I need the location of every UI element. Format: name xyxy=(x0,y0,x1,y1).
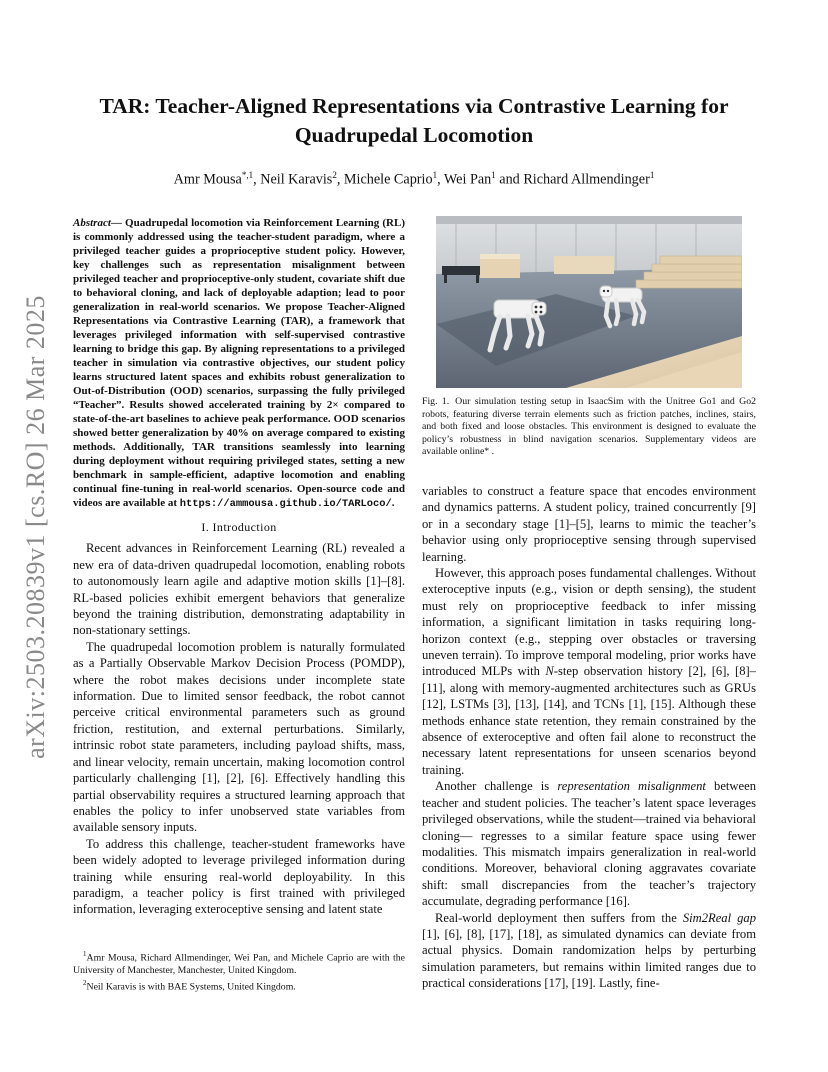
body-text: However, this approach poses fundamental challenges. Without exteroceptive inputs (e.g., vision or depth sensing), the student must rely on proprioceptive feedback to infer missing information, a significant limitation in tasks requiring long-horizon context (e.g., stepping over obstacles or traversing uneven terrain). To improve temporal modeling, prior works have introduced MLPs with xyxy=(422,566,756,679)
author-affiliation: *,1 xyxy=(241,170,254,180)
author-and: and xyxy=(495,171,524,188)
title-line-1: TAR: Teacher-Aligned Representations via Contrastive Learning for xyxy=(99,94,729,118)
arxiv-stamp xyxy=(21,282,51,772)
simulation-figure xyxy=(436,216,742,388)
author-separator: , xyxy=(437,171,444,188)
footnote xyxy=(73,948,405,977)
author-affiliation: 1 xyxy=(491,170,496,180)
body-paragraph xyxy=(422,910,756,992)
body-paragraph: variables to construct a feature space that encodes environment and dynamics patterns. A student policy, trained concurrently [9] or in a secondary stage [1]–[5], learns to mimic the teacher’s behavior using only proprioceptive sensing through supervised learning. xyxy=(422,483,756,564)
footnotes xyxy=(73,948,405,994)
intro-paragraph: To address this challenge, teacher-student frameworks have been widely adopted to leverage privileged information during training while ensuring real-world deployability. In this paradigm, a teacher policy is first trained with privileged information, leveraging exteroceptive sensing and latent state xyxy=(73,836,405,917)
author-list xyxy=(80,170,748,189)
figure-caption-text: Our simulation testing setup in IsaacSim with the Unitree Go1 and Go2 robots, featuring diverse terrain elements such as friction patches, inclines, stairs, and both fixed and loose obstacles. This environment is designed to evaluate the policy’s robustness in blind navigation scenarios. Supplementary videos are available online* . xyxy=(422,396,756,458)
abstract-dash: — xyxy=(110,217,126,229)
footnote-mark: 2 xyxy=(83,979,87,988)
body-paragraph xyxy=(422,565,756,778)
author-name: Wei Pan xyxy=(443,171,492,188)
right-body-text xyxy=(422,483,756,992)
paper-title xyxy=(80,92,748,150)
project-url-link[interactable]: https://ammousa.github.io/TARLoco/ xyxy=(179,498,392,510)
simulation-scene-image xyxy=(436,216,742,388)
body-text: between teacher and student policies. The teacher’s latent space leverages privileged observations, while the student—trained via behavioral cloning— regresses to a similar feature space using fewer modalities. This mismatch impairs generalization in real-world conditions. Moreover, behavioral cloning aggravates covariate shift: small discrepancies from the teacher’s trajectory accumulate, degrading performance [16]. xyxy=(422,779,756,909)
abstract-end: . xyxy=(391,497,395,509)
body-text-italic: Sim2Real gap xyxy=(682,910,757,925)
author-affiliation: 2 xyxy=(332,170,337,180)
footnote xyxy=(73,977,405,994)
footnote-text: Neil Karavis is with BAE Systems, United Kingdom. xyxy=(86,981,296,993)
author-separator: , xyxy=(336,171,344,188)
author-separator: , xyxy=(253,171,261,188)
footnote-mark: 1 xyxy=(83,950,87,958)
author-name: Amr Mousa xyxy=(173,171,242,188)
body-text-italic: N xyxy=(545,664,554,679)
left-column xyxy=(73,216,405,918)
body-text-italic: representation misalignment xyxy=(557,779,706,794)
intro-paragraph: Recent advances in Reinforcement Learning (RL) revealed a new era of data-driven quadrupedal locomotion, enabling robots to autonomously learn agile and adaptive motion skills [1]–[8]. RL-based policies exhibit emergent behaviors that generalize beyond the training distribution, demonstrating adaptability in non-stationary settings. xyxy=(73,541,405,638)
body-text: -step observation history [2], [6], [8]–[11], along with memory-augmented architectures such as GRUs [12], LSTMs [3], [13], [14], and TCNs [1], [15]. Although these methods enhance state retention, they remain constrained by the absence of exteroceptive and often fail alone to reconstruct the necessary latent representations for unseen scenarios beyond training. xyxy=(422,664,756,777)
right-column xyxy=(422,216,756,992)
author-affiliation: 1 xyxy=(432,170,438,180)
author-name: Michele Caprio xyxy=(343,171,433,188)
abstract-label: Abstract xyxy=(73,217,111,229)
body-text: [1], [6], [8], [17], [18], as simulated dynamics can deviate from actual physics. Domain randomization helps by perturbing simulation parameters, but remains within limited ranges due to practical considerations [17], [19]. Lastly, fine- xyxy=(422,926,756,991)
author-name: Neil Karavis xyxy=(260,171,333,188)
abstract xyxy=(73,216,405,511)
abstract-text: Quadrupedal locomotion via Reinforcement Learning (RL) is commonly addressed using the teacher-student paradigm, where a privileged teacher guides a proprioceptive student policy. However, key challenges such as representation misalignment between privileged teacher and proprioceptive-only student, covariate shift due to behavioral cloning, and lack of deployable adaption; lead to poor generalization in real-world scenarios. We propose Teacher-Aligned Representations via Contrastive Learning (TAR), a framework that leverages privileged information with self-supervised contrastive learning to bridge this gap. By aligning representations to a privileged teacher in simulation via contrastive objectives, our student policy learns structured latent spaces and exhibits robust generalization to Out-of-Distribution (OOD) scenarios, surpassing the fully privileged “Teacher”. Results showed accelerated training by 2× compared to state-of-the-art baselines to achieve peak performance. OOD scenarios showed better generalization by 40% on average compared to existing methods. Additionally, TAR transitions seamlessly into learning during deployment without requiring privileged states, setting a new benchmark in sample-efficient, adaptive locomotion and enabling continual fine-tuning in real-world scenarios. Open-source code and videos are available at xyxy=(73,217,406,509)
title-line-2: Quadrupedal Locomotion xyxy=(294,123,534,147)
arxiv-stamp-text: arXiv:2503.20839v1 [cs.RO] 26 Mar 2025 xyxy=(21,295,50,759)
body-paragraph xyxy=(422,778,756,909)
body-text: Another challenge is xyxy=(435,779,558,794)
footnote-text: Amr Mousa, Richard Allmendinger, Wei Pan, and Michele Caprio are with the University of Manchester, Manchester, United Kingdom. xyxy=(73,952,405,976)
figure-caption xyxy=(422,396,756,459)
body-text: Real-world deployment then suffers from the xyxy=(435,910,683,925)
figure-label: Fig. 1. xyxy=(422,396,450,407)
section-heading-introduction: I. Introduction xyxy=(201,520,277,534)
author-affiliation: 1 xyxy=(649,170,655,180)
author-name: Richard Allmendinger xyxy=(523,171,650,188)
intro-paragraph: The quadrupedal locomotion problem is naturally formulated as a Partially Observable Markov Decision Process (POMDP), where the robot makes decisions under incomplete state information. Due to limited sensor feedback, the robot cannot perceive critical environmental parameters such as ground friction, restitution, and external perturbations. Similarly, intrinsic robot state parameters, including payload shifts, mass, and linear velocity, remain uncertain, making locomotion control particularly challenging [1], [2], [6]. Effectively handling this partial observability requires a structured learning approach that enables the policy to infer unobserved state variables from available sensory inputs. xyxy=(73,639,405,835)
